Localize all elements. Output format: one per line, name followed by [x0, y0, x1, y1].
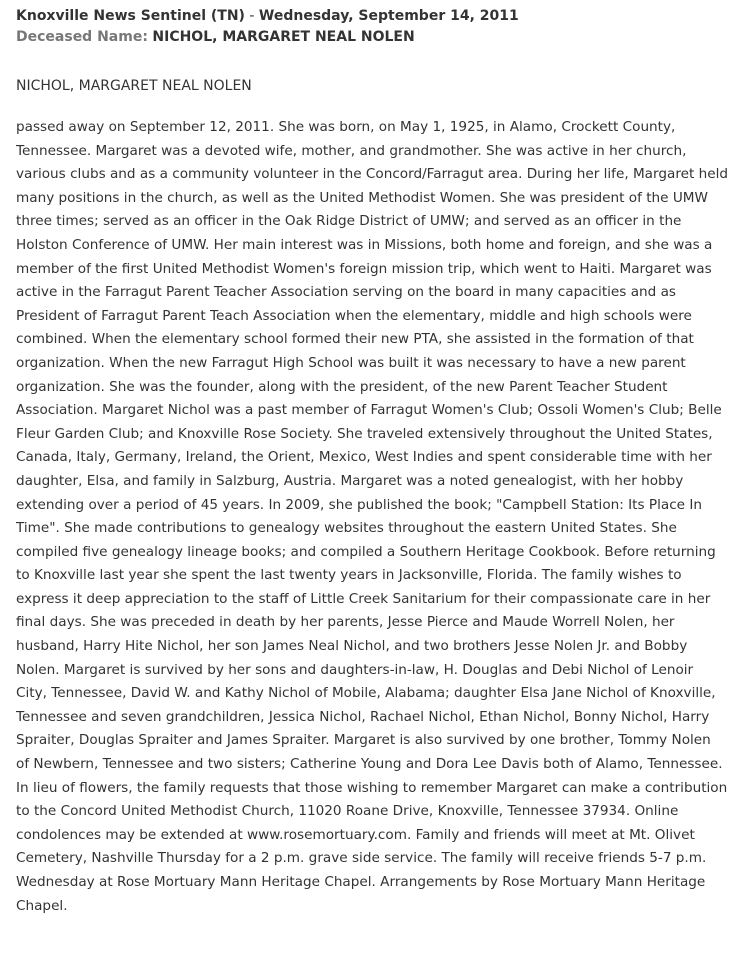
record-header	[16, 6, 731, 48]
deceased-name-label: Deceased Name:	[16, 29, 148, 45]
obituary-body-text: passed away on September 12, 2011. She was born, on May 1, 1925, in Alamo, Crockett County, Tennessee. Margaret was a devoted wife, mother, and grandmother. She was active in her church, various clubs and as a community volunteer in the Concord/Farragut area. During her life, Margaret held many positions in the church, as well as the United Methodist Women. She was president of the UMW three times; served as an officer in the Oak Ridge District of UMW; and served as an officer in the Holston Conference of UMW. Her main interest was in Missions, both home and foreign, and she was a member of the first United Methodist Women's foreign mission trip, which went to Haiti. Margaret was active in the Farragut Parent Teacher Association serving on the board in many capacities and as President of Farragut Parent Teach Association when the elementary, middle and high schools were combined. When the elementary school formed their new PTA, she assisted in the formation of that organization. When the new Farragut High School was built it was necessary to have a new parent organization. She was the founder, along with the president, of the new Parent Teacher Student Association. Margaret Nichol was a past member of Farragut Women's Club; Ossoli Women's Club; Belle Fleur Garden Club; and Knoxville Rose Society. She traveled extensively throughout the United States, Canada, Italy, Germany, Ireland, the Orient, Mexico, West Indies and spent considerable time with her daughter, Elsa, and family in Salzburg, Austria. Margaret was a noted genealogist, with her hobby extending over a period of 45 years. In 2009, she published the book; "Campbell Station: Its Place In Time". She made contributions to genealogy websites throughout the eastern United States. She compiled five genealogy lineage books; and compiled a Southern Heritage Cookbook. Before returning to Knoxville last year she spent the last twenty years in Jacksonville, Florida. The family wishes to express it deep appreciation to the staff of Little Creek Sanitarium for their compassionate care in her final days. She was preceded in death by her parents, Jesse Pierce and Maude Worrell Nolen, her husband, Harry Hite Nichol, her son James Neal Nichol, and two brothers Jesse Nolen Jr. and Bobby Nolen. Margaret is survived by her sons and daughters-in-law, H. Douglas and Debi Nichol of Lenoir City, Tennessee, David W. and Kathy Nichol of Mobile, Alabama; daughter Elsa Jane Nichol of Knoxville, Tennessee and seven grandchildren, Jessica Nichol, Rachael Nichol, Ethan Nichol, Bonny Nichol, Harry Spraiter, Douglas Spraiter and James Spraiter. Margaret is also survived by one brother, Tommy Nolen of Newbern, Tennessee and two sisters; Catherine Young and Dora Lee Davis both of Alamo, Tennessee. In lieu of flowers, the family requests that those wishing to remember Margaret can make a contribution to the Concord United Methodist Church, 11020 Roane Drive, Knoxville, Tennessee 37934. Online condolences may be extended at www.rosemortuary.com. Family and friends will meet at Mt. Olivet Cemetery, Nashville Thursday for a 2 p.m. grave side service. The family will receive friends 5-7 p.m. Wednesday at Rose Mortuary Mann Heritage Chapel. Arrangements by Rose Mortuary Mann Heritage Chapel.	[16, 119, 729, 914]
header-separator: -	[244, 8, 259, 24]
publication-name: Knoxville News Sentinel (TN)	[16, 8, 245, 24]
publication-date: Wednesday, September 14, 2011	[258, 8, 519, 24]
obituary-name-heading: NICHOL, MARGARET NEAL NOLEN	[16, 78, 252, 94]
deceased-name-line	[16, 27, 731, 48]
source-line	[16, 6, 731, 27]
deceased-name-value: NICHOL, MARGARET NEAL NOLEN	[152, 29, 415, 45]
